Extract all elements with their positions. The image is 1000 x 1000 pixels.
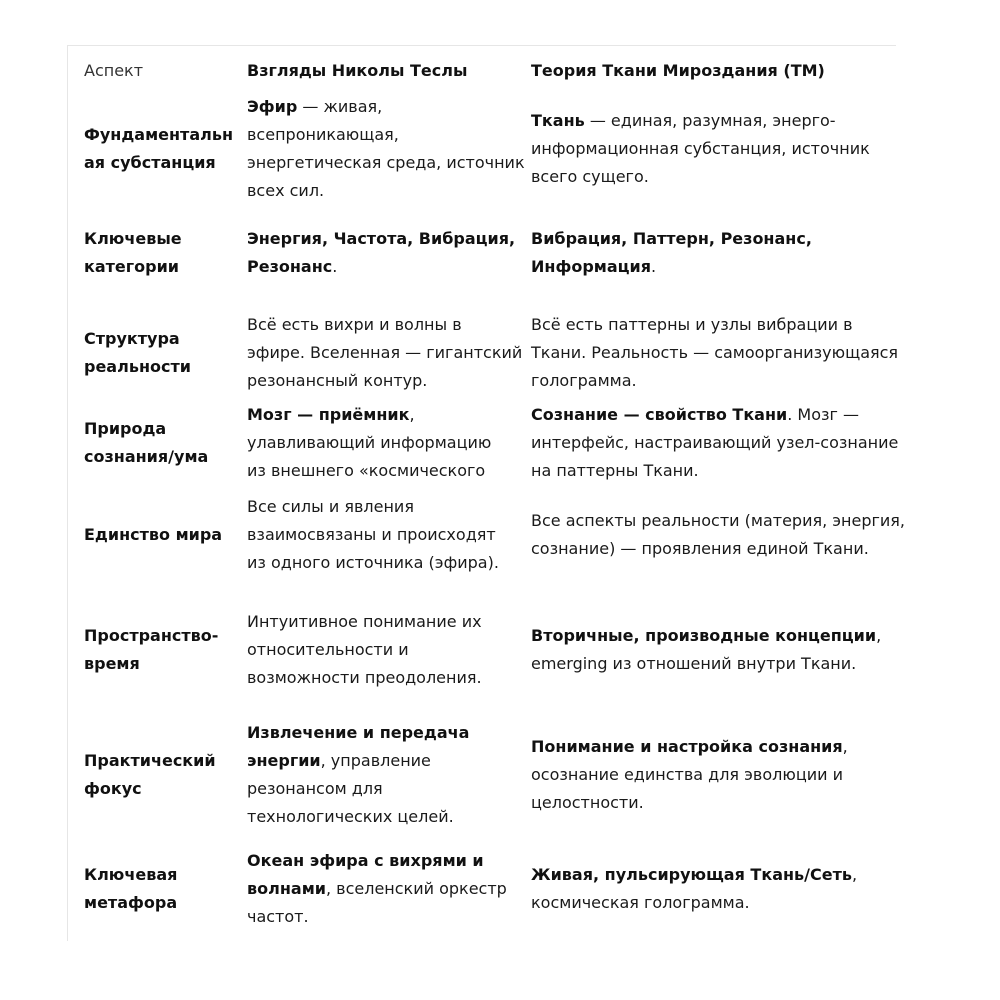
row-6-aspect: Практический фокус <box>84 751 216 798</box>
row-7-tesla: Океан эфира с вихрями и волнами, вселенский оркестр частот. <box>247 851 507 926</box>
row-0-tesla: Эфир — живая, всепроникающая, энергетическая среда, источник всех сил. <box>247 97 525 200</box>
row-1-tm: Вибрация, Паттерн, Резонанс, Информация. <box>531 229 812 276</box>
row-0-aspect: Фундаментальн ая субстанция <box>84 125 234 172</box>
header-tm: Теория Ткани Мироздания (ТМ) <box>531 61 825 80</box>
row-6-tesla: Извлечение и передача энергии, управление резонансом для технологических целей. <box>247 723 470 826</box>
row-4-tesla: Все силы и явления взаимосвязаны и происходят из одного источника (эфира). <box>247 497 499 572</box>
row-5-tesla: Интуитивное понимание их относительности и возможности преодоления. <box>247 612 482 687</box>
row-5-aspect: Пространство- время <box>84 626 219 673</box>
row-6-tm: Понимание и настройка сознания, осознание единства для эволюции и целостности. <box>531 737 848 812</box>
row-3-tm: Сознание — свойство Ткани. Мозг — интерфейс, настраивающий узел-сознание на паттерны Ткани. <box>531 405 899 480</box>
row-2-tesla: Всё есть вихри и волны в эфире. Вселенная — гигантский резонансный контур. <box>247 315 523 390</box>
row-5-tm: Вторичные, производные концепции, emerging из отношений внутри Ткани. <box>531 626 882 673</box>
row-4-tm: Все аспекты реальности (материя, энергия, сознание) — проявления единой Ткани. <box>531 511 906 558</box>
row-1-tesla: Энергия, Частота, Вибрация, Резонанс. <box>247 229 516 276</box>
row-1-aspect: Ключевые категории <box>84 229 182 276</box>
row-2-tm: Всё есть паттерны и узлы вибрации в Ткани. Реальность — самоорганизующаяся голограмма. <box>531 315 899 390</box>
row-0-tm: Ткань — единая, разумная, энерго- информационная субстанция, источник всего сущего. <box>531 111 870 186</box>
row-7-aspect: Ключевая метафора <box>84 865 178 912</box>
header-aspect: Аспект <box>84 61 144 80</box>
row-4-aspect: Единство мира <box>84 525 223 544</box>
header-tesla: Взгляды Николы Теслы <box>247 61 468 80</box>
row-7-tm: Живая, пульсирующая Ткань/Сеть, космическая голограмма. <box>531 865 858 912</box>
row-3-aspect: Природа сознания/ума <box>84 419 209 466</box>
row-2-aspect: Структура реальности <box>84 329 191 376</box>
row-3-tesla: Мозг — приёмник, улавливающий информацию из внешнего «космического <box>247 405 492 480</box>
